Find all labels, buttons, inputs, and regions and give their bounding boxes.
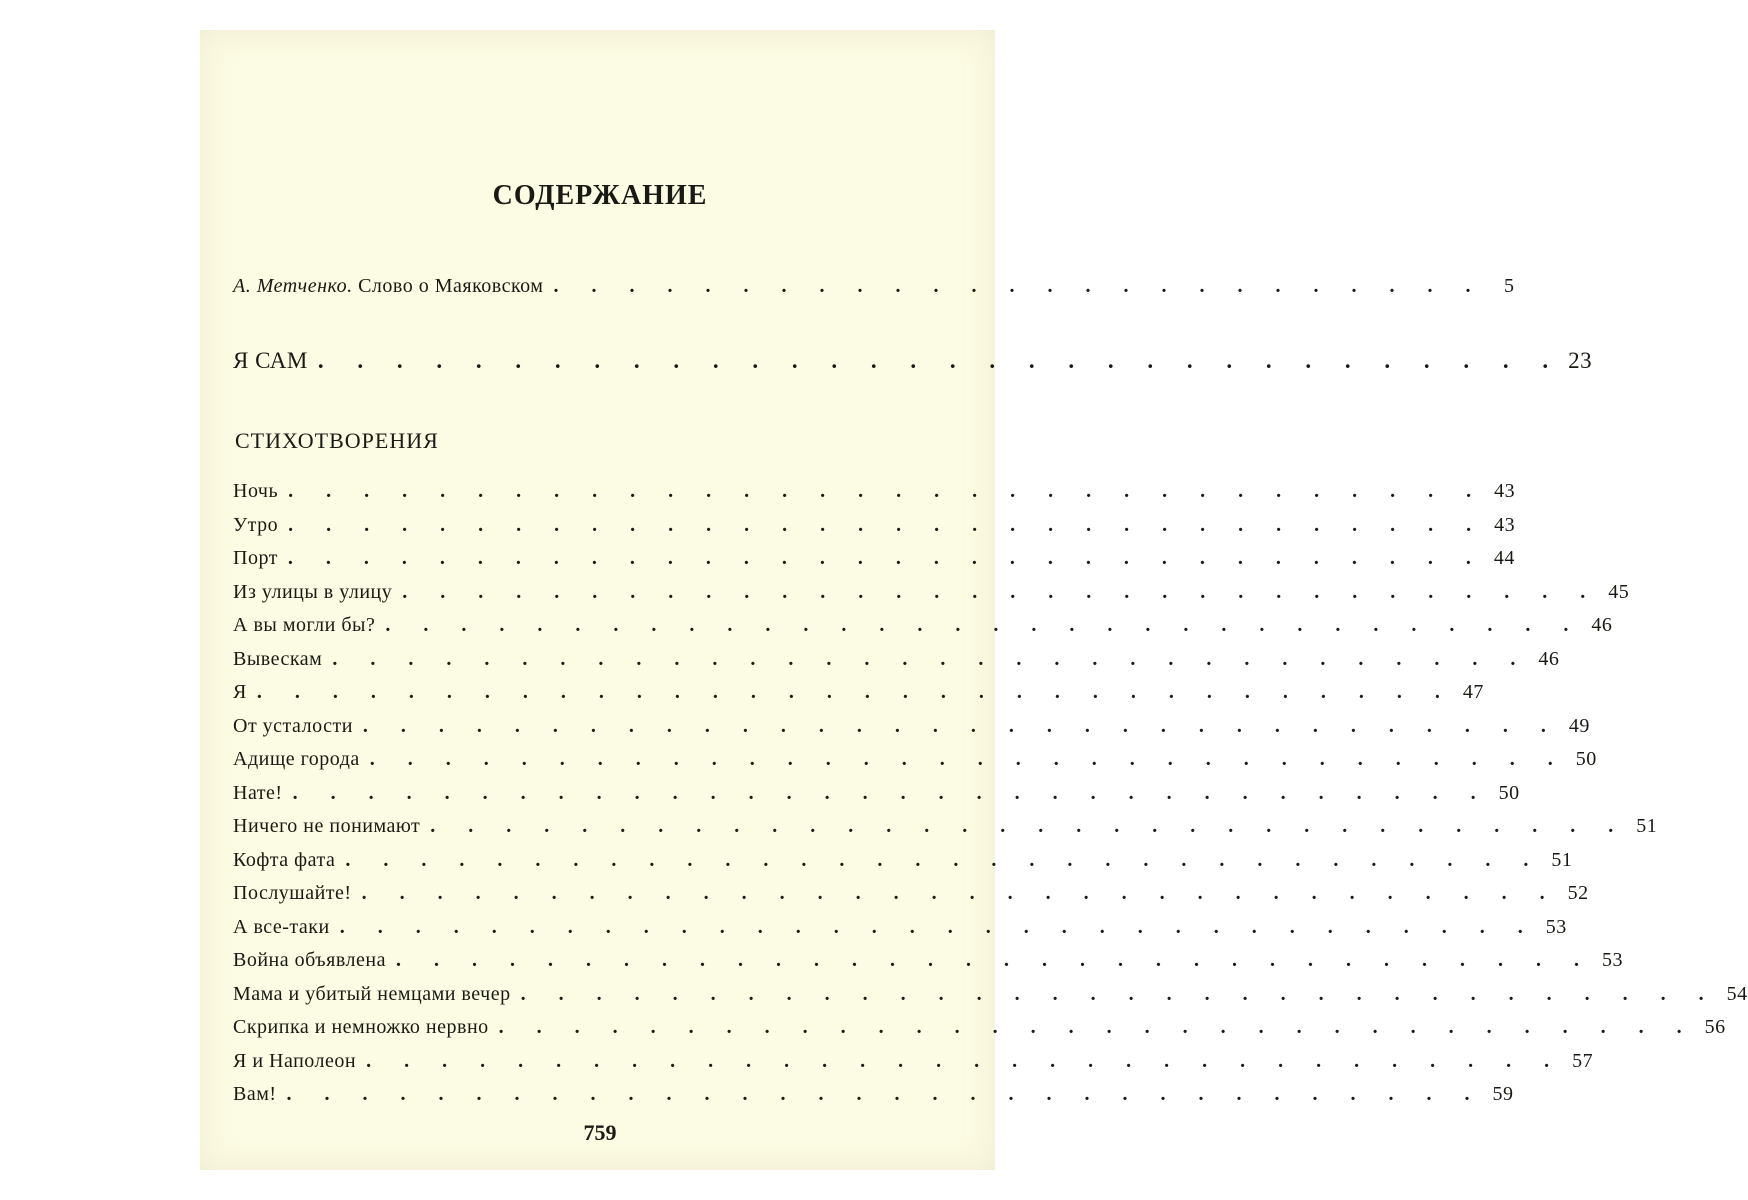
toc-entry-label: Мама и убитый немцами вечер xyxy=(233,982,511,1005)
toc-entry-label: Ночь xyxy=(233,480,279,502)
toc-page-number: 50 xyxy=(1498,781,1520,804)
toc-entry-label: А вы могли бы? xyxy=(233,614,376,636)
toc-entry xyxy=(233,1083,1514,1106)
toc-entry xyxy=(233,580,1630,604)
toc-entry-label: Из улицы в улицу xyxy=(233,580,393,603)
toc-entry-label: Война объявлена xyxy=(233,949,386,971)
toc-page-number: 49 xyxy=(1568,714,1590,737)
toc-page-number: 47 xyxy=(1462,681,1484,703)
toc-leader-dots: . . . . . . . . . . . . . . . . . . . . . . . . . xyxy=(553,275,1485,297)
toc-entry xyxy=(233,681,1484,704)
toc-leader-dots: . . . . . . . . . . . . . . . . . . . . . . . . . . . . . . . . xyxy=(385,614,1583,636)
toc-entry xyxy=(233,714,1590,738)
section-heading: СТИХОТВОРЕНИЯ xyxy=(235,428,439,453)
toc-entry xyxy=(233,882,1589,905)
toc-leader-dots: . . . . . . . . . . . . . . . . . . . . . . . . . . . . . . . . xyxy=(498,1016,1696,1038)
toc-entry-label: Я и Наполеон xyxy=(233,1049,357,1072)
toc-page-number: 46 xyxy=(1591,614,1613,636)
toc-page-number: 46 xyxy=(1538,647,1560,670)
toc-leader-dots: . . . . . . . . . . . . . . . . . . . . . . . . . . . . . . . . xyxy=(369,748,1567,770)
toc-leader-dots: . . . . . . . . . . . . . . . . . . . . . . . . . . . . . . . . xyxy=(317,348,1563,373)
toc-entry-label xyxy=(233,275,553,298)
toc-page-number: 50 xyxy=(1575,748,1597,770)
toc-page-number: 57 xyxy=(1572,1049,1594,1072)
toc-entry-label: Кофта фата xyxy=(233,848,336,871)
toc-entry xyxy=(233,1016,1726,1039)
toc-entry-label: А все-таки xyxy=(233,915,330,938)
toc-entry xyxy=(233,647,1560,671)
toc-page-number: 52 xyxy=(1567,882,1589,904)
toc-leader-dots: . . . . . . . . . . . . . . . . . . . . . . . . . . . . . . . . xyxy=(361,882,1559,904)
toc-page-number: 59 xyxy=(1492,1083,1514,1105)
toc-leader-dots: . . . . . . . . . . . . . . . . . . . . . . . . . . . . . . . . xyxy=(287,547,1485,569)
toc-entry-intro xyxy=(233,275,1515,298)
toc-entry-label: От усталости xyxy=(233,714,353,737)
toc-page-number: 53 xyxy=(1545,915,1567,938)
toc-entry xyxy=(233,748,1597,771)
page-title: СОДЕРЖАНИЕ xyxy=(492,180,708,211)
toc-entry xyxy=(233,614,1613,637)
toc-entry-label: Порт xyxy=(233,547,278,569)
toc-page-number: 44 xyxy=(1493,547,1515,569)
toc-entry xyxy=(233,982,1748,1006)
toc-entry xyxy=(233,949,1623,972)
toc-entry-label: Послушайте! xyxy=(233,882,352,904)
toc-leader-dots: . . . . . . . . . . . . . . . . . . . . . . . . . . . . . . . . xyxy=(292,781,1490,804)
toc-leader-dots: . . . . . . . . . . . . . . . . . . . . . . . . . . . . . . . . xyxy=(520,982,1718,1005)
toc-leader-dots: . . . . . . . . . . . . . . . . . . . . . . . . . . . . . . . . xyxy=(288,513,1486,536)
toc-entry-label: Ничего не понимают xyxy=(233,815,421,837)
toc-entry-label: Я xyxy=(233,681,247,703)
toc-leader-dots: . . . . . . . . . . . . . . . . . . . . . . . . . . . . . . . . xyxy=(430,815,1628,837)
toc-entry-author: А. Метченко. xyxy=(233,275,353,297)
toc-leader-dots: . . . . . . . . . . . . . . . . . . . . . . . . . . . . . . . . xyxy=(362,714,1560,737)
toc-entry xyxy=(233,547,1515,570)
toc-entry xyxy=(233,513,1516,537)
toc-leader-dots: . . . . . . . . . . . . . . . . . . . . . . . . . . . . . . . . xyxy=(286,1083,1484,1105)
toc-page-number: 5 xyxy=(1503,275,1515,297)
toc-leader-dots: . . . . . . . . . . . . . . . . . . . . . . . . . . . . . . . . xyxy=(345,848,1543,871)
page-number-folio: 759 xyxy=(583,1120,617,1145)
toc-entry xyxy=(233,848,1573,872)
toc-entry-part xyxy=(233,348,1593,374)
toc-leader-dots: . . . . . . . . . . . . . . . . . . . . . . . . . . . . . . . . xyxy=(339,915,1537,938)
toc-entry xyxy=(233,815,1658,838)
toc-leader-dots: . . . . . . . . . . . . . . . . . . . . . . . . . . . . . . . . xyxy=(288,480,1486,502)
toc-leader-dots: . . . . . . . . . . . . . . . . . . . . . . . . . . . . . . . . xyxy=(395,949,1593,971)
toc-entry-text: Слово о Маяковском xyxy=(358,275,544,297)
toc-page-number: 53 xyxy=(1601,949,1623,971)
toc-entry-label: Вывескам xyxy=(233,647,323,670)
toc-entry xyxy=(233,1049,1594,1073)
toc-page-number: 54 xyxy=(1726,982,1748,1005)
toc-entry-label: Вам! xyxy=(233,1083,277,1105)
toc-entry xyxy=(233,480,1516,503)
toc-page-number: 43 xyxy=(1494,513,1516,536)
toc-page-number: 51 xyxy=(1636,815,1658,837)
toc-page-number: 51 xyxy=(1551,848,1573,871)
toc-page-number: 45 xyxy=(1608,580,1630,603)
toc-leader-dots: . . . . . . . . . . . . . . . . . . . . . . . . . . . . . . . . xyxy=(366,1049,1564,1072)
toc-page-number: 43 xyxy=(1494,480,1516,502)
toc-page-number: 23 xyxy=(1568,348,1593,373)
toc-entry-label: Утро xyxy=(233,513,279,536)
toc-entry-label: Я САМ xyxy=(233,348,308,373)
toc-leader-dots: . . . . . . . . . . . . . . . . . . . . . . . . . . . . . . . . xyxy=(256,681,1454,703)
toc-entry xyxy=(233,915,1567,939)
toc-leader-dots: . . . . . . . . . . . . . . . . . . . . . . . . . . . . . . . . xyxy=(332,647,1530,670)
toc-leader-dots: . . . . . . . . . . . . . . . . . . . . . . . . . . . . . . . . xyxy=(402,580,1600,603)
toc-entry xyxy=(233,781,1520,805)
toc-entry-label: Скрипка и немножко нервно xyxy=(233,1016,489,1038)
toc-page-number: 56 xyxy=(1704,1016,1726,1038)
toc-entry-label: Нате! xyxy=(233,781,283,804)
toc-entry-label: Адище города xyxy=(233,748,360,770)
